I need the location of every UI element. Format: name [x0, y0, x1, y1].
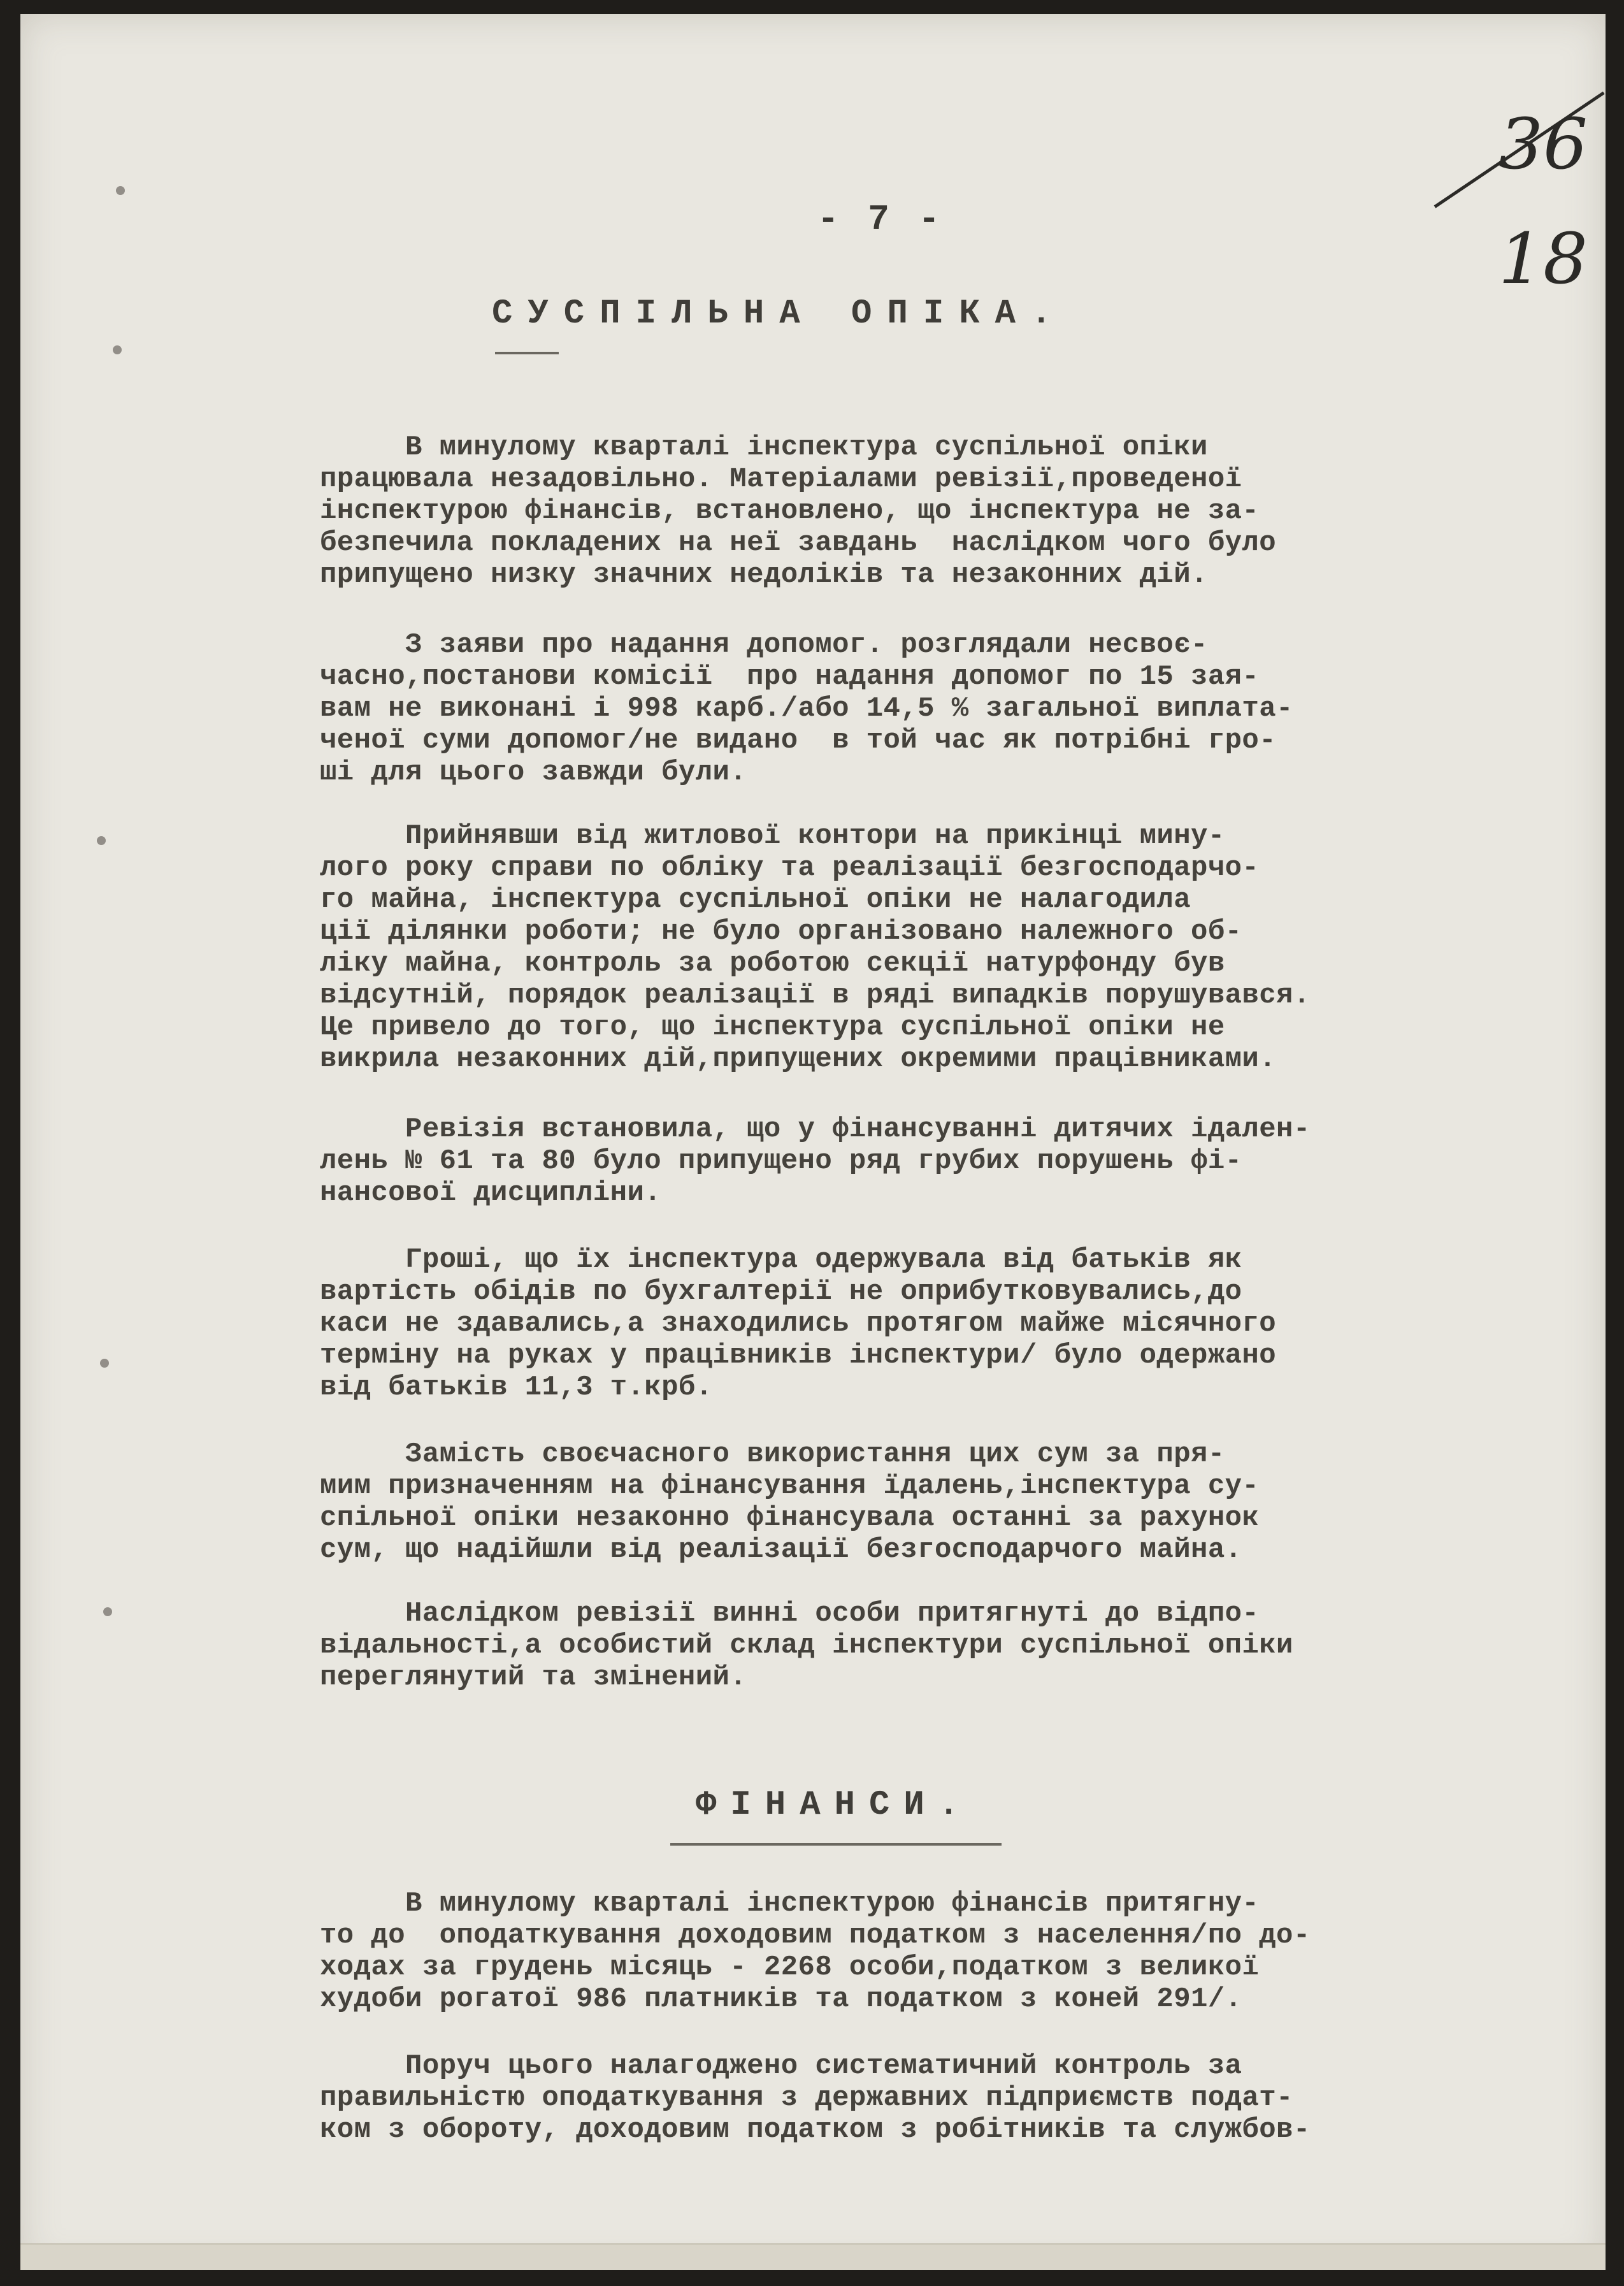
binding-hole: [113, 345, 122, 354]
paragraph: Наслідком ревізії винні особи притягнуті до відпо- відальності,а особистий склад інспектури суспільної опіки переглянутий та змінений.: [320, 1598, 1293, 1693]
section-title-social-care: СУСПІЛЬНА ОПІКА.: [492, 294, 1067, 333]
binding-hole: [100, 1359, 109, 1368]
paragraph: Гроші, що їх інспектура одержувала від батьків як вартість обідів по бухгалтерії не оприбутковувались,до каси не здавались,а знаходились протягом майже місячного терміну на руках у працівників інспектури/ було одержано від батьків 11,3 т.крб.: [320, 1244, 1277, 1403]
title-underline: [670, 1843, 1002, 1846]
paragraph: Прийнявши від житлової контори на прикінці мину- лого року справи по обліку та реалізації безгосподарчо- го майна, інспектура суспільної опіки не налагодила ції ділянки роботи; не було організовано належного об- ліку майна, контроль за роботою секції натурфонду був відсутній, порядок реалізації в ряді випадків порушувався. Це привело до того, що інспектура суспільної опіки не викрила незаконних дій,припущених окремими працівниками.: [320, 820, 1311, 1075]
document-page: [20, 14, 1606, 2270]
paragraph: В минулому кварталі інспектура суспільної опіки працювала незадовільно. Матеріалами ревізії,проведеної інспектурою фінансів, встановлено, що інспектура не за- безпечила покладених на неї завдань наслідком чого було припущено низку значних недоліків та незаконних дій.: [320, 431, 1277, 591]
archive-folio-marks: [1473, 103, 1588, 314]
paragraph: Ревізія встановила, що у фінансуванні дитячих ідален- лень № 61 та 80 було припущено ряд грубих порушень фі- нансової дисципліни.: [320, 1113, 1311, 1209]
paragraph: В минулому кварталі інспектурою фінансів притягну- то до оподаткування доходовим податком з населення/по до- ходах за грудень місяць - 2268 особи,податком з великої худоби рогатої 986 платників та податком з коней 291/.: [320, 1888, 1311, 2015]
section-title-finances: ФІНАНСИ.: [696, 1786, 974, 1825]
bottom-binding-strip: [20, 2243, 1606, 2270]
binding-hole: [97, 836, 106, 845]
binding-hole: [103, 1607, 112, 1616]
page-number: - 7 -: [817, 199, 944, 240]
binding-hole: [116, 186, 125, 195]
paragraph: Замість своєчасного використання цих сум за пря- мим призначенням на фінансування їдалень,інспектура су- спільної опіки незаконно фінансувала останні за рахунок сум, що надійшли від реалізації безгосподарчого майна.: [320, 1438, 1260, 1566]
folio-number: 18: [1498, 218, 1588, 300]
title-underline: [495, 352, 559, 354]
paragraph: Поруч цього налагоджено систематичний контроль за правильністю оподаткування з державних підприємств подат- ком з обороту, доходовим податком з робітників та службов-: [320, 2050, 1311, 2146]
paragraph: З заяви про надання допомог. розглядали несвоє- часно,постанови комісії про надання допомог по 15 зая- вам не виконані і 998 карб./або 14,5 % загальної виплата- ченої суми допомог/не видано в той час як потрібні гро- ші для цього завжди були.: [320, 629, 1293, 788]
crossed-folio-number: 36: [1498, 103, 1588, 185]
